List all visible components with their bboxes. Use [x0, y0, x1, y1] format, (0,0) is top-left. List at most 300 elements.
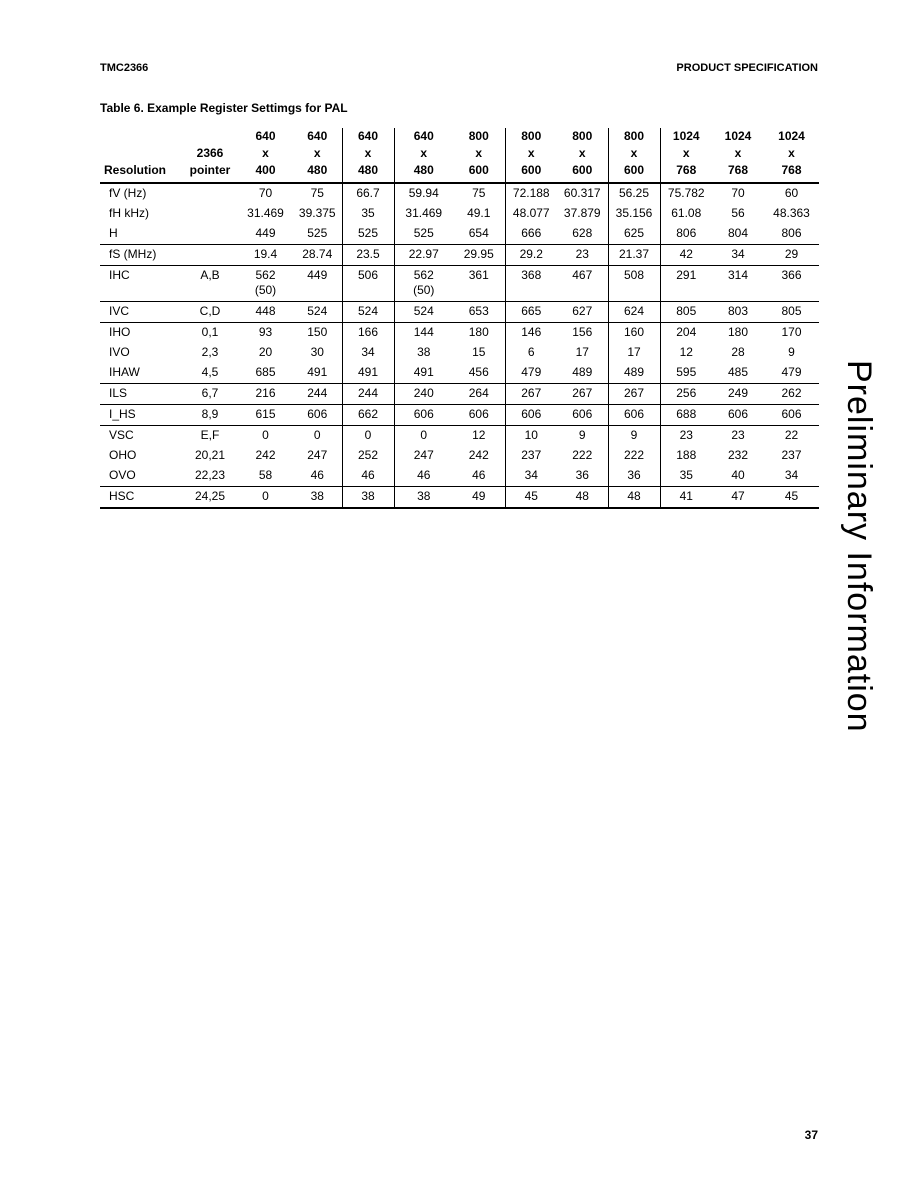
register-value-cell [394, 183, 453, 204]
register-value: 595 [676, 365, 697, 379]
register-value: 665 [521, 304, 542, 318]
register-name: HSC [109, 489, 135, 503]
register-value-cell [453, 487, 505, 509]
register-value-cell [505, 343, 557, 363]
register-value-cell [394, 363, 453, 384]
register-value-cell [505, 487, 557, 509]
register-value-cell [660, 245, 712, 266]
register-value: 240 [413, 386, 434, 400]
register-value: 244 [357, 386, 379, 400]
register-value: 56 [731, 206, 745, 220]
register-value: 10 [524, 428, 538, 442]
register-value: 35 [679, 468, 693, 482]
register-value: 72.188 [512, 186, 550, 200]
register-value-note: (50) [413, 283, 435, 297]
register-value: 524 [307, 304, 328, 318]
register-value: 805 [781, 304, 802, 318]
table-row [100, 245, 819, 266]
register-value-cell [293, 446, 342, 466]
register-value: 562 [413, 268, 434, 282]
register-value-cell [293, 384, 342, 405]
register-value: 28.74 [302, 247, 333, 261]
resolution-column-header [712, 128, 764, 183]
register-value: 625 [623, 226, 645, 240]
resolution-header-part: 480 [413, 163, 434, 177]
register-value: 0 [364, 428, 372, 442]
register-value-cell [712, 426, 764, 447]
resolution-column-header [764, 128, 819, 183]
register-value: 41 [679, 489, 693, 503]
resolution-header-part: 480 [307, 163, 328, 177]
register-value-cell [660, 363, 712, 384]
register-value: 662 [357, 407, 379, 421]
register-value-cell [342, 363, 394, 384]
register-value-cell [453, 405, 505, 426]
register-value: 222 [572, 448, 593, 462]
register-value-cell [660, 204, 712, 224]
register-value: 34 [361, 345, 375, 359]
register-value: 0 [262, 489, 269, 503]
register-value-cell [660, 487, 712, 509]
resolution-header-part: 768 [727, 163, 749, 177]
resolution-header-part: 640 [357, 129, 379, 143]
register-value: 47 [731, 489, 745, 503]
register-value: 232 [727, 448, 749, 462]
register-value: 23 [679, 428, 693, 442]
register-value: 506 [357, 268, 379, 282]
register-value-cell [342, 446, 394, 466]
resolution-column-header [660, 128, 712, 183]
register-value: 30 [310, 345, 324, 359]
register-value-cell [394, 426, 453, 447]
register-value-cell [238, 183, 293, 204]
register-value-cell [764, 426, 819, 447]
register-value: 75 [472, 186, 486, 200]
register-name: H [109, 226, 118, 240]
register-value: 264 [468, 386, 489, 400]
register-pointer [182, 224, 238, 245]
register-value: 59.94 [408, 186, 439, 200]
register-value-cell [342, 266, 394, 302]
register-value: 606 [307, 407, 328, 421]
register-value-cell [712, 466, 764, 487]
register-value: 242 [255, 448, 276, 462]
register-name: fV (Hz) [109, 186, 147, 200]
register-value-cell [712, 183, 764, 204]
register-value-cell [712, 204, 764, 224]
register-value-cell [293, 302, 342, 323]
register-value-cell [608, 224, 660, 245]
register-value-cell [608, 363, 660, 384]
register-value: 805 [676, 304, 697, 318]
register-value: 61.08 [671, 206, 702, 220]
register-value-cell [342, 183, 394, 204]
document-type: PRODUCT SPECIFICATION [676, 62, 818, 74]
register-value-cell [557, 363, 608, 384]
register-value-cell [293, 183, 342, 204]
register-value: 247 [307, 448, 328, 462]
register-value: 146 [521, 325, 542, 339]
register-value: 449 [255, 226, 276, 240]
register-value-cell [293, 224, 342, 245]
register-value: 489 [623, 365, 645, 379]
resolution-column-header [557, 128, 608, 183]
register-value-cell [557, 487, 608, 509]
register-value-cell [238, 426, 293, 447]
table-row [100, 446, 819, 466]
register-value: 23 [575, 247, 589, 261]
register-value-cell [453, 384, 505, 405]
register-pointer: E,F [200, 428, 220, 442]
register-value: 448 [255, 304, 276, 318]
register-value: 627 [572, 304, 593, 318]
register-value: 606 [413, 407, 434, 421]
table-row [100, 363, 819, 384]
register-value-cell [394, 487, 453, 509]
resolution-header-part: x [475, 146, 483, 160]
register-value-cell [293, 466, 342, 487]
resolution-column-header [453, 128, 505, 183]
register-value-cell [660, 323, 712, 344]
register-value: 216 [255, 386, 276, 400]
register-value-cell [712, 245, 764, 266]
register-value-cell [453, 363, 505, 384]
register-value: 524 [413, 304, 434, 318]
register-pointer: 24,25 [194, 489, 226, 503]
register-value: 489 [572, 365, 593, 379]
register-value: 267 [521, 386, 542, 400]
register-name: OHO [109, 448, 137, 462]
resolution-header-part: 800 [572, 129, 593, 143]
register-value-cell [394, 405, 453, 426]
resolution-header-part: 640 [413, 129, 434, 143]
register-value-cell [712, 384, 764, 405]
register-value-cell [660, 343, 712, 363]
register-value-cell [712, 487, 764, 509]
resolution-header-part: 768 [676, 163, 697, 177]
register-value: 0 [313, 428, 321, 442]
register-value-cell [453, 266, 505, 302]
register-value: 49 [472, 489, 486, 503]
register-value-cell [342, 323, 394, 344]
register-value: 22.97 [408, 247, 439, 261]
register-value: 606 [521, 407, 542, 421]
register-value-cell [453, 466, 505, 487]
register-pointer [182, 204, 238, 224]
register-value: 12 [679, 345, 693, 359]
register-value-cell [342, 487, 394, 509]
register-value-cell [608, 426, 660, 447]
register-value-cell [660, 446, 712, 466]
register-value-cell [293, 343, 342, 363]
register-value: 48.363 [773, 206, 810, 220]
register-value-cell [764, 224, 819, 245]
register-value: 19.4 [253, 247, 278, 261]
register-value-cell [660, 224, 712, 245]
register-value: 75.782 [667, 186, 705, 200]
table-row [100, 466, 819, 487]
register-value-cell [238, 466, 293, 487]
resolution-column-header [238, 128, 293, 183]
register-value-cell [712, 323, 764, 344]
register-value: 29.2 [519, 247, 543, 261]
register-value: 804 [727, 226, 749, 240]
register-value-cell [557, 343, 608, 363]
register-value: 93 [258, 325, 273, 339]
register-value: 17 [575, 345, 589, 359]
register-name: fS (MHz) [109, 247, 157, 261]
register-value: 31.469 [247, 206, 284, 220]
register-value-cell [238, 323, 293, 344]
register-value-cell [342, 245, 394, 266]
register-value-cell [557, 466, 608, 487]
register-value-cell [660, 426, 712, 447]
register-value: 606 [468, 407, 489, 421]
register-value-cell [608, 183, 660, 204]
register-value-cell [238, 224, 293, 245]
register-value: 615 [255, 407, 276, 421]
resolution-header-part: x [313, 146, 321, 160]
register-value-cell [764, 183, 819, 204]
register-value-cell [764, 405, 819, 426]
register-value-cell [712, 266, 764, 302]
register-value-cell [660, 384, 712, 405]
register-value: 806 [781, 226, 802, 240]
register-value-cell [342, 384, 394, 405]
resolution-column-header [608, 128, 660, 183]
register-value-cell [453, 343, 505, 363]
register-value-cell [394, 266, 453, 302]
register-value-cell [505, 245, 557, 266]
register-value: 150 [307, 325, 328, 339]
register-value-cell [238, 363, 293, 384]
register-value-cell [394, 245, 453, 266]
register-value: 262 [781, 386, 802, 400]
register-value-cell [712, 363, 764, 384]
table-row [100, 426, 819, 447]
register-value: 17 [627, 345, 641, 359]
register-value: 9 [788, 345, 795, 359]
register-value: 188 [676, 448, 697, 462]
register-value-cell [453, 323, 505, 344]
table-row [100, 323, 819, 344]
register-value-cell [505, 426, 557, 447]
register-value-cell [453, 224, 505, 245]
register-value: 606 [623, 407, 645, 421]
register-value: 361 [468, 268, 489, 282]
register-value: 491 [413, 365, 434, 379]
register-value-cell [505, 224, 557, 245]
watermark-side-text: Preliminary Information [840, 360, 878, 733]
register-name: I_HS [109, 407, 136, 421]
register-value-cell [293, 363, 342, 384]
resolution-header-part: x [682, 146, 690, 160]
resolution-header-part: 768 [781, 163, 802, 177]
register-pointer: 2,3 [201, 345, 219, 359]
register-value: 34 [731, 247, 745, 261]
resolution-header-part: x [788, 146, 795, 160]
register-value-cell [238, 204, 293, 224]
resolution-header-part: x [527, 146, 535, 160]
register-value: 237 [781, 448, 802, 462]
register-pointer [182, 183, 238, 204]
register-value-cell [293, 405, 342, 426]
register-value: 624 [623, 304, 645, 318]
register-value: 156 [572, 325, 593, 339]
register-value-cell [764, 487, 819, 509]
register-value: 46 [472, 468, 486, 482]
register-value-cell [505, 183, 557, 204]
register-value: 46 [310, 468, 324, 482]
register-value: 20 [258, 345, 273, 359]
register-value: 628 [572, 226, 593, 240]
resolution-header-part: x [578, 146, 586, 160]
register-name: IVO [109, 345, 130, 359]
resolution-header-part: 400 [255, 163, 276, 177]
register-pointer: 6,7 [201, 386, 219, 400]
table-row [100, 204, 819, 224]
register-value: 23 [731, 428, 745, 442]
register-value-cell [764, 204, 819, 224]
register-value: 21.37 [618, 247, 650, 261]
document-id: TMC2366 [100, 62, 149, 74]
resolution-header-part: x [420, 146, 428, 160]
register-value: 29.95 [463, 247, 494, 261]
register-value-cell [342, 426, 394, 447]
register-value-cell [342, 343, 394, 363]
register-value-cell [557, 183, 608, 204]
register-value-cell [394, 466, 453, 487]
register-name: IVC [109, 304, 130, 318]
table-row [100, 183, 819, 204]
register-value-cell [505, 446, 557, 466]
register-value: 237 [521, 448, 542, 462]
register-name: VSC [109, 428, 134, 442]
register-value: 180 [468, 325, 489, 339]
register-value: 479 [521, 365, 542, 379]
register-value: 180 [727, 325, 749, 339]
register-value: 666 [521, 226, 542, 240]
register-value: 6 [527, 345, 535, 359]
register-value-cell [394, 446, 453, 466]
register-value-cell [660, 266, 712, 302]
register-value: 34 [784, 468, 799, 482]
register-value-cell [293, 323, 342, 344]
register-value-cell [342, 302, 394, 323]
register-value-cell [608, 384, 660, 405]
register-value-cell [557, 266, 608, 302]
register-value-cell [342, 405, 394, 426]
register-value: 291 [676, 268, 697, 282]
register-value: 267 [572, 386, 593, 400]
table-header-row [100, 128, 819, 183]
register-pointer: 4,5 [201, 365, 219, 379]
register-value: 0 [420, 428, 428, 442]
register-value: 22 [784, 428, 799, 442]
register-name: IHC [109, 268, 130, 282]
register-value-cell [608, 343, 660, 363]
resolution-header-part: 1024 [672, 129, 700, 143]
register-value-cell [557, 245, 608, 266]
register-value-cell [453, 183, 505, 204]
register-value-cell [293, 266, 342, 302]
table-row [100, 302, 819, 323]
register-value: 35.156 [615, 206, 653, 220]
register-value: 449 [307, 268, 328, 282]
register-value-cell [342, 224, 394, 245]
resolution-column-header [342, 128, 394, 183]
register-value: 48.077 [512, 206, 550, 220]
register-value-cell [764, 363, 819, 384]
register-value-cell [238, 384, 293, 405]
register-value: 56.25 [618, 186, 650, 200]
register-value: 60.317 [563, 186, 601, 200]
register-value: 491 [357, 365, 379, 379]
register-value: 66.7 [356, 186, 380, 200]
register-value: 314 [727, 268, 749, 282]
register-value: 38 [417, 345, 431, 359]
register-value-cell [660, 405, 712, 426]
register-value: 252 [357, 448, 379, 462]
register-value-cell [293, 204, 342, 224]
register-value: 688 [676, 407, 697, 421]
register-pointer: 0,1 [201, 325, 219, 339]
register-value: 368 [521, 268, 542, 282]
register-value-cell [394, 302, 453, 323]
register-value: 525 [413, 226, 434, 240]
register-value: 38 [310, 489, 324, 503]
pointer-header-bottom: pointer [189, 163, 231, 177]
register-value: 166 [357, 325, 379, 339]
table-row [100, 224, 819, 245]
table-row [100, 384, 819, 405]
register-value-cell [238, 266, 293, 302]
register-value-cell [342, 204, 394, 224]
register-value: 46 [417, 468, 431, 482]
register-value-cell [764, 446, 819, 466]
register-value: 803 [727, 304, 749, 318]
register-value-cell [712, 224, 764, 245]
resolution-header-part: 1024 [724, 129, 752, 143]
table-row [100, 405, 819, 426]
register-pointer: 22,23 [194, 468, 226, 482]
register-value-cell [764, 302, 819, 323]
register-value: 9 [630, 428, 638, 442]
register-name: ILS [109, 386, 128, 400]
register-value-note: (50) [254, 283, 277, 297]
register-value: 256 [676, 386, 697, 400]
register-value-cell [608, 446, 660, 466]
register-name: fH kHz) [109, 206, 149, 220]
register-value: 653 [468, 304, 489, 318]
pointer-header [182, 128, 238, 183]
register-value-cell [608, 466, 660, 487]
register-value-cell [238, 302, 293, 323]
resolution-header-part: x [262, 146, 269, 160]
register-value: 654 [468, 226, 489, 240]
register-pointer: 20,21 [194, 448, 226, 462]
register-pointer: A,B [200, 268, 220, 282]
register-value: 12 [472, 428, 486, 442]
register-value-cell [608, 266, 660, 302]
register-value: 40 [731, 468, 745, 482]
register-value: 9 [578, 428, 586, 442]
register-value-cell [505, 466, 557, 487]
register-value-cell [608, 204, 660, 224]
register-value-cell [505, 363, 557, 384]
table-body [100, 183, 819, 508]
register-value: 70 [731, 186, 745, 200]
